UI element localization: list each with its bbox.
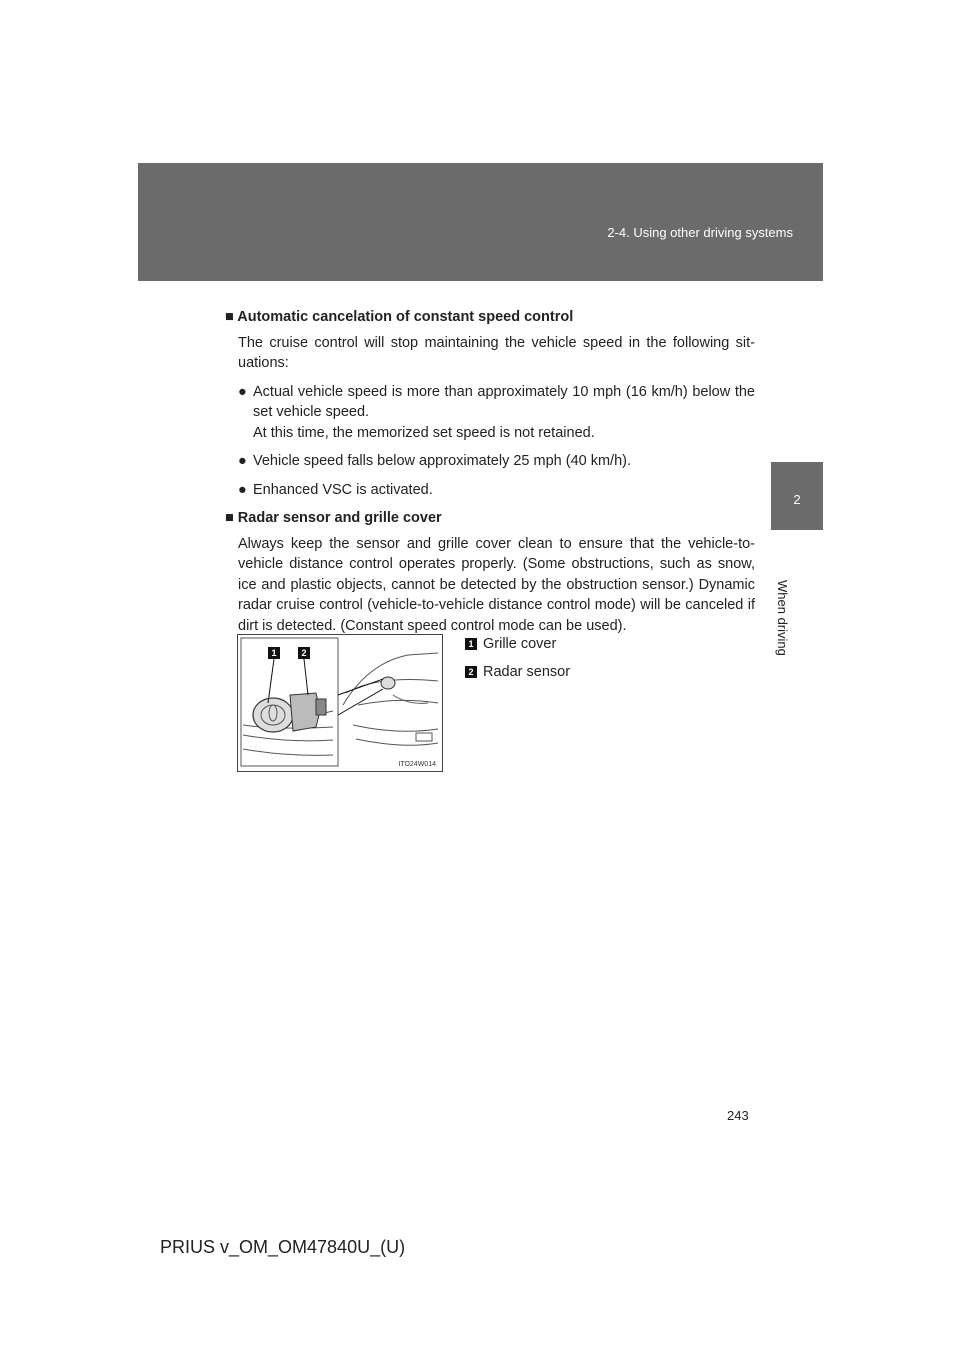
legend-item [465, 630, 570, 658]
section-heading-text: Automatic cancelation of constant speed control [237, 309, 574, 325]
svg-text:2: 2 [301, 648, 307, 658]
section-heading [225, 307, 755, 328]
bullet-mark: ● [238, 453, 247, 469]
callout-number: 1 [465, 638, 477, 650]
bullet-item [238, 451, 755, 472]
car-front-illustration [238, 635, 442, 771]
section-intro: The cruise control will stop maintaining the vehicle speed in the following sit-uations: [238, 334, 755, 371]
page-number: 243 [727, 1108, 749, 1123]
callout-label: Radar sensor [483, 664, 571, 680]
figure-code: ITO24W014 [398, 761, 436, 768]
section-marker: ■ [225, 309, 234, 325]
svg-text:1: 1 [271, 648, 277, 658]
grille-radar-figure [237, 634, 443, 772]
section-body: Always keep the sensor and grille cover clean to ensure that the vehicle-to-vehicle distance control operates properly. (Some obstructions, such as snow, ice and plastic objects, cannot be detected by the obstruction sensor.) Dynamic radar cruise control (vehicle-to-vehicle distance control mode) will be canceled if dirt is detected. (Constant speed control mode can be used). [238, 535, 755, 634]
callout-label: Grille cover [483, 636, 557, 652]
bullet-text: Actual vehicle speed is more than approximately 10 mph (16 km/h) below the set vehicle speed. [253, 383, 755, 420]
figure-legend [465, 630, 570, 686]
document-code: PRIUS v_OM_OM47840U_(U) [160, 1237, 406, 1257]
chapter-tab [771, 462, 823, 530]
bullet-item [238, 382, 755, 444]
legend-item [465, 658, 570, 686]
callout-number: 2 [465, 666, 477, 678]
bullet-note: At this time, the memorized set speed is not retained. [253, 424, 595, 441]
section-heading [225, 508, 755, 529]
chapter-label: When driving [775, 580, 790, 656]
chapter-number: 2 [793, 492, 801, 507]
section-heading-text: Radar sensor and grille cover [237, 510, 442, 526]
section-marker: ■ [225, 510, 234, 526]
section-title: 2-4. Using other driving systems [607, 225, 793, 240]
bullet-text: Enhanced VSC is activated. [253, 481, 433, 498]
bullet-item [238, 480, 755, 501]
bullet-mark: ● [238, 481, 247, 498]
bullet-text: Vehicle speed falls below approximately 25 mph (40 km/h). [253, 453, 631, 469]
bullet-mark: ● [238, 383, 247, 400]
main-content [225, 307, 755, 636]
header-band [138, 163, 823, 281]
